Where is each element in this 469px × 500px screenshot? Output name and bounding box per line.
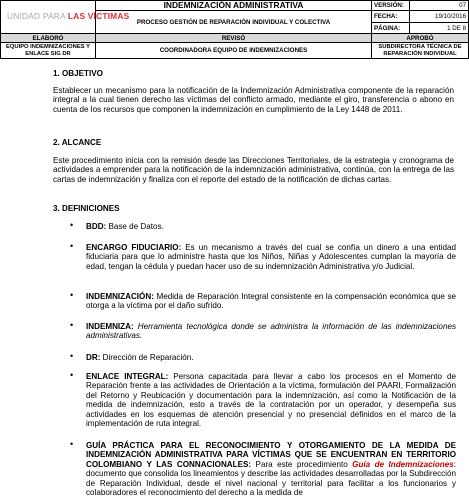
definition-text: Base de Datos. [106,222,164,231]
document-title: INDEMNIZACIÓN ADMINISTRATIVA [96,1,372,11]
bullet-icon: • [70,290,74,300]
definition-encargo-fiduciario [86,243,456,271]
elaboro-value: EQUIPO INDEMNIZACIONES Y ENLACE SIG DR [1,43,96,59]
reviso-value: COORDINADORA EQUIPO DE INDEMNIZACIONES [96,43,372,59]
reviso-header: REVISÓ [96,34,372,43]
pagina-label: PÁGINA: [372,23,410,34]
aprobo-value: SUBDIRECTORA TÉCNICA DE REPARACIÓN INDIVIDUAL [372,43,469,59]
definition-term: INDEMNIZA: [86,322,134,331]
unidad-victimas-logo [3,9,130,23]
section-3-title: 3. DEFINICIONES [53,204,120,213]
definition-indemnizacion [86,292,456,311]
definition-term: ENCARGO FIDUCIARIO: [86,243,182,252]
definition-text: Para este procedimiento [251,459,353,469]
definition-text: Herramienta tecnológica donde se administra la información de las indemnizaciones administrativas. [86,322,456,341]
definition-text: Dirección de Reparación. [100,353,194,362]
logo-text-victimas: LAS VÍCTIMAS [67,11,130,21]
definition-guia-practica [86,441,456,497]
bullet-icon: • [70,320,74,330]
definition-term: ENLACE INTEGRAL: [86,372,169,381]
definition-text: Medida de Reparación Integral consistente en la compensación económica que se otorga a la víctima por el daño sufrido. [86,292,456,311]
section-2-text: Este procedimiento inicia con la remisión desde las Direcciones Territoriales, de la estrategia y cronograma de actividades a emprender para la notificación de la indemnización administrativa, continúa, con la entrega de las cartas de indemnización y finaliza con el reporte del estado de la notificación de dichas cartas. [53,156,454,184]
process-title: PROCESO GESTIÓN DE REPARACIÓN INDIVIDUAL Y COLECTIVA [96,11,372,34]
definition-text: Es un mecanismo a través del cual se confía un dinero a una entidad fiduciaria para que lo administre hasta que los Niños, Niñas y Adolescentes cumplan la mayoría de edad, tengan la cédula y puedan hacer uso de su indemnización Administrativa y/o Judicial. [86,243,456,271]
definition-text: Persona capacitada para llevar a cabo los procesos en el Momento de Reparación frente a las actividades de Orientación a la víctima, formulación del PAARI, Formalización del Retorno y Reubicación y documentación para la indemnización, así como la Notificación de la medida de indemnización, esto a través de la contratación por un operador, y desempeña sus actividades en los esquemas de atención presencial y no presencial definidos en el marco de la implementación de ruta integral. [86,372,456,429]
section-1-text: Establecer un mecanismo para la notificación de la Indemnización Administrativa componente de la reparación integral a la cual tienen derecho las víctimas del conflicto armado, mediante el giro, transferencia o abono en cuenta de los recursos que componen la indemnización en cumplimiento de la Ley 1448 de 2011. [53,86,454,114]
definition-term: DR: [86,353,101,362]
logo-cell [1,1,130,34]
elaboro-header: ELABORÓ [1,34,96,43]
fecha-label: FECHA: [372,11,410,23]
bullet-icon: • [70,439,74,449]
definition-text-continued: : documento que consolida los lineamientos y describe las actividades desarrolladas por la Subdirección de Reparación Individual, desde el nivel nacional y territorial para facilitar a los funcionarios y colaboradores el reconocimiento del derecho a la medida de [86,459,456,498]
definition-term: GUÍA PRÁCTICA PARA EL RECONOCIMIENTO Y OTORGAMIENTO DE LA MEDIDA DE INDEMNIZACIÓN ADMINISTRATIVA PARA VÍCTIMAS QUE SE ENCUENTRAN EN TERRITORIO COLOMBIANO Y LAS CONNACIONALES: [86,441,456,469]
aprobo-header: APROBÓ [372,34,469,43]
version-label: VERSIÓN: [372,1,410,11]
definition-indemniza [86,322,456,341]
bullet-icon: • [70,220,74,230]
bullet-icon: • [70,241,74,251]
document-header-table [0,0,469,59]
definition-term: BDD: [86,222,107,231]
definition-term: INDEMNIZACIÓN: [86,292,154,301]
definition-enlace-integral [86,372,456,428]
pagina-value: 1 DE 8 [410,23,469,34]
bullet-icon: • [70,351,74,361]
definition-bdd [86,222,456,231]
bullet-icon: • [70,370,74,380]
section-1-title: 1. OBJETIVO [53,69,103,78]
logo-text-unidad: UNIDAD PARA [7,11,68,21]
definition-dr [86,353,456,362]
version-value: 07 [410,1,469,11]
guia-indemnizaciones-highlight: Guía de Indemnizaciones [352,459,454,469]
section-2-title: 2. ALCANCE [53,138,102,147]
fecha-value: 19/10/2016 [410,11,469,23]
